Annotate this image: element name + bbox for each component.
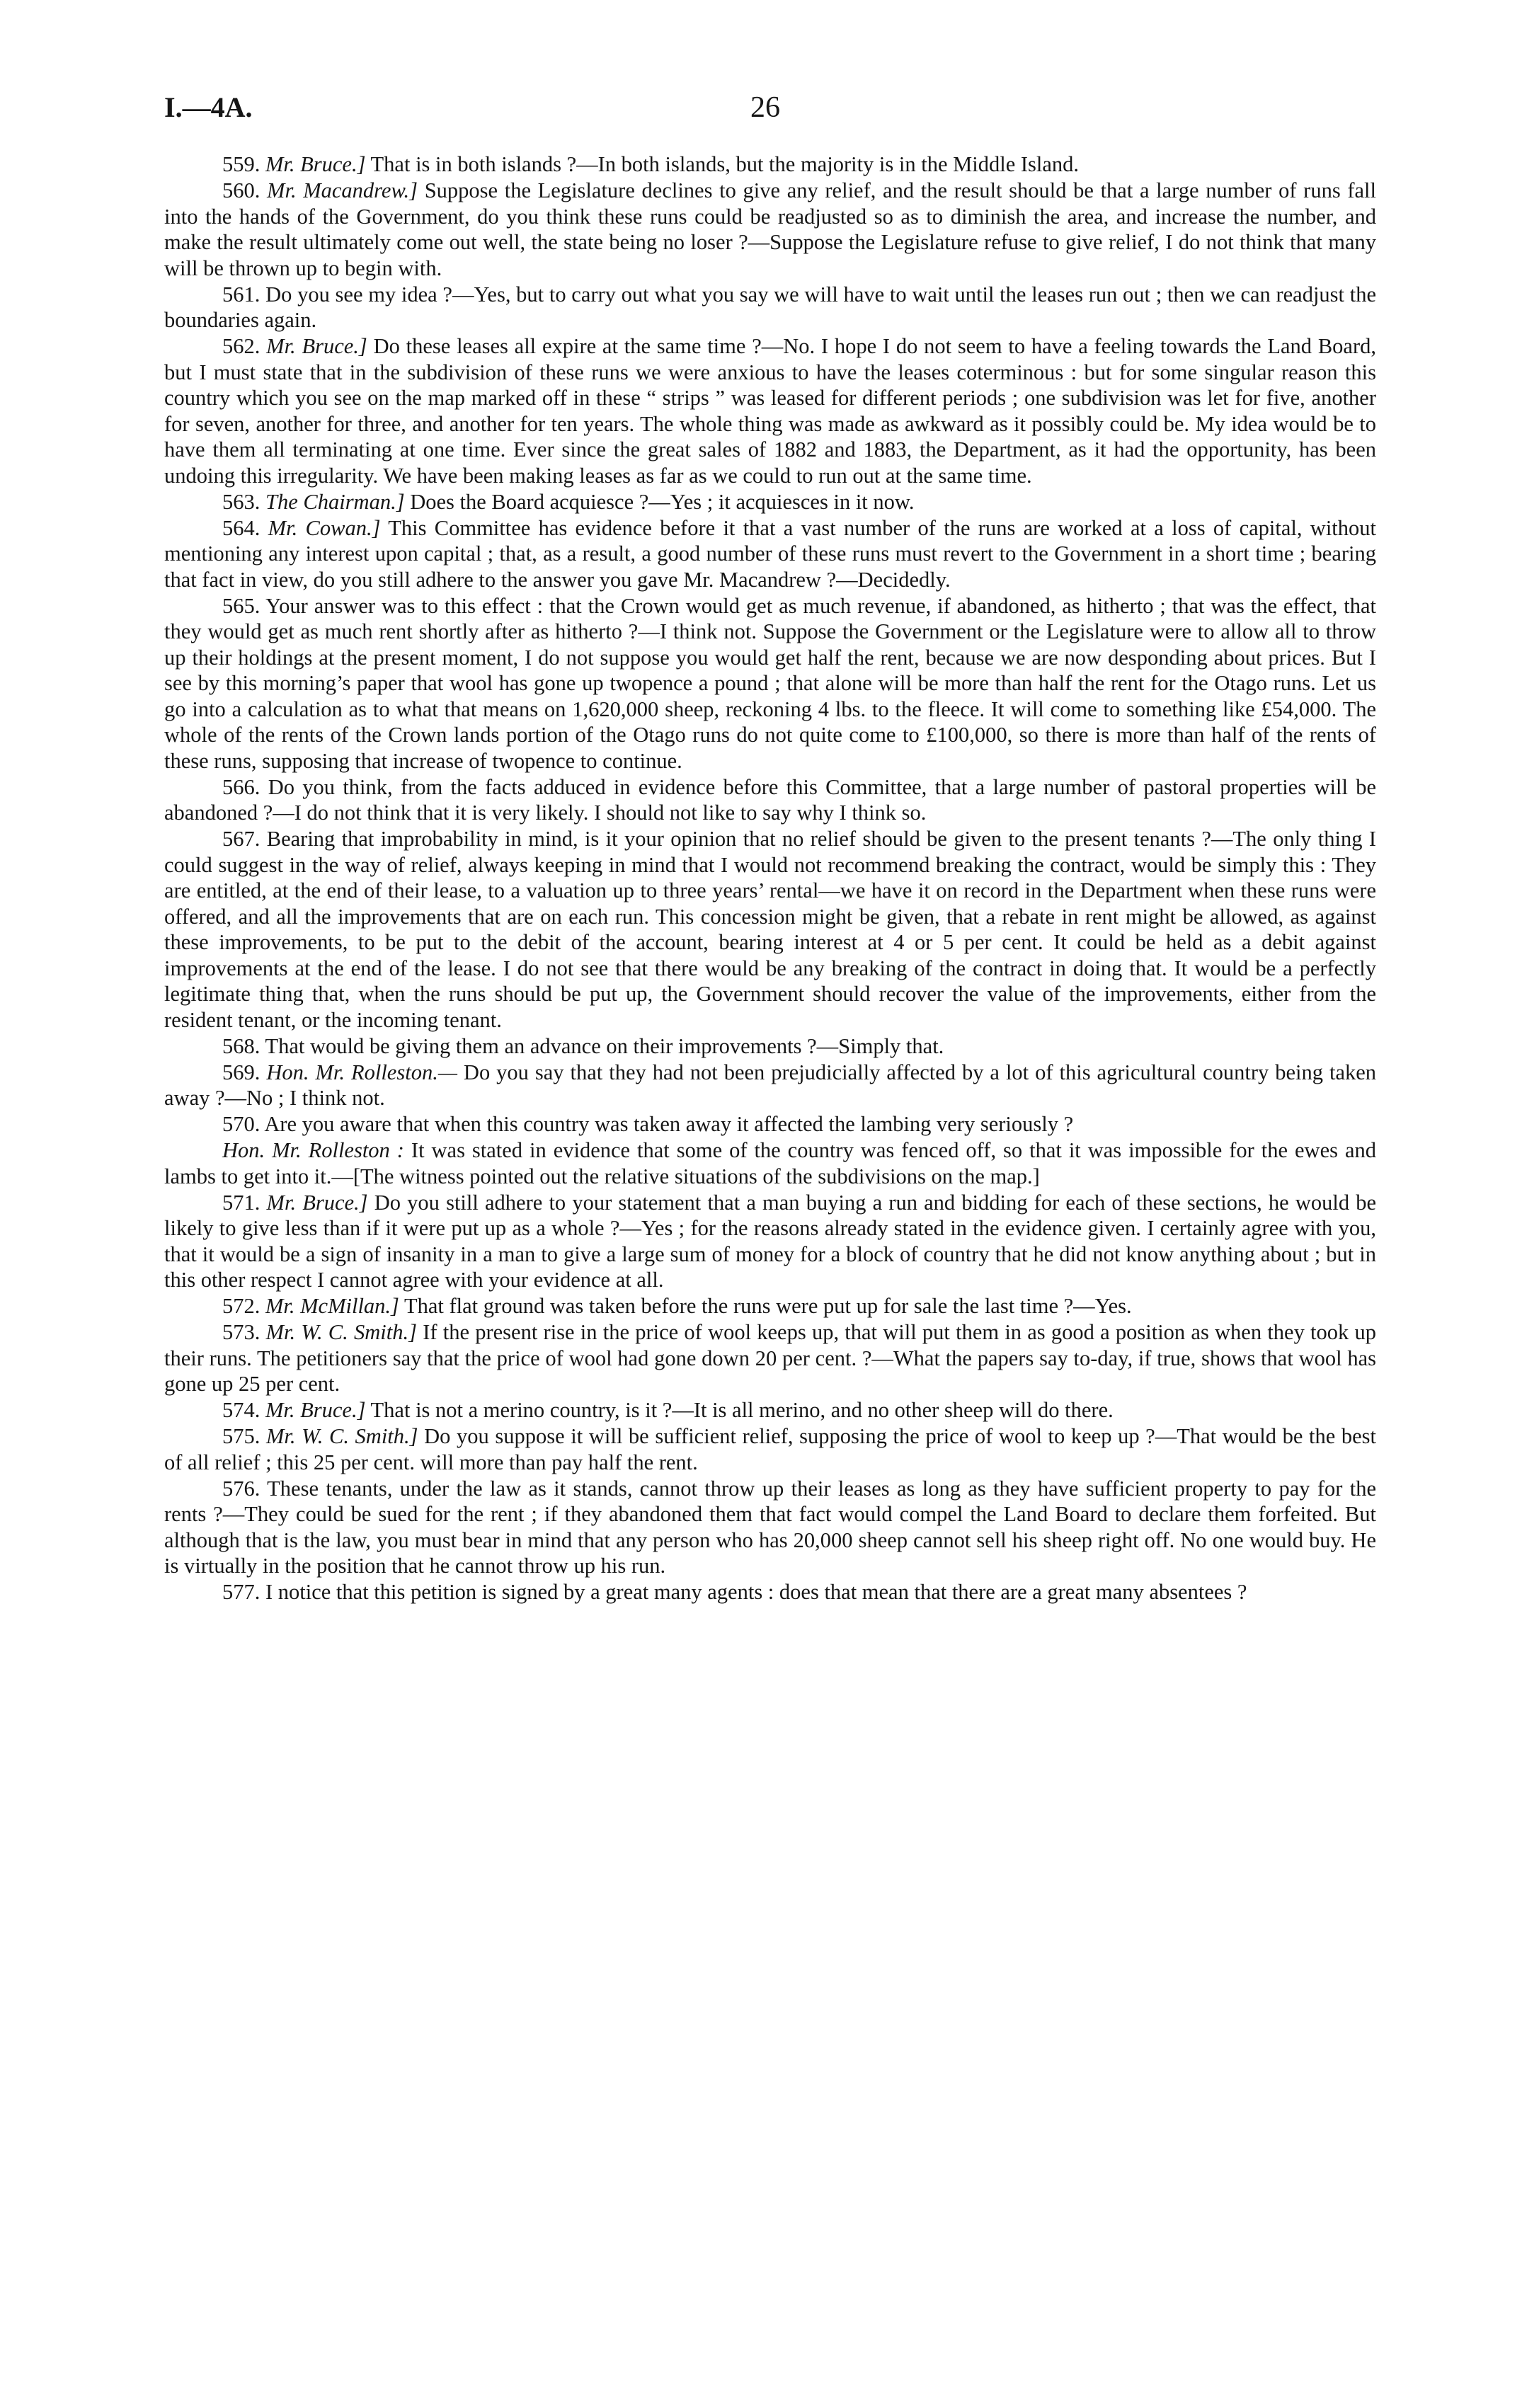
question-number: 576. [222,1476,261,1501]
question-number: 565. [222,593,261,618]
question-number: 564. [222,515,261,540]
evidence-paragraph [164,1293,1376,1319]
evidence-paragraph [164,151,1376,178]
evidence-paragraph [164,1190,1376,1293]
speaker-name: Mr. W. C. Smith.] [266,1424,418,1448]
paragraph-text: Do you still adhere to your statement that a man buying a run and bidding for each of these sections, he would be likely to give less than if it were put up as a whole ?—Yes ; for the reasons already stated in the evidence given. I certainly agree with you, that it would be a sign of insanity in a man to give a large sum of money for a block of country that he did not know anything about ; but in this other respect I cannot agree with your evidence at all. [164,1190,1377,1292]
paragraph-text: I notice that this petition is signed by a great many agents : does that mean that there are a great many absentees ? [265,1580,1247,1604]
evidence-paragraph [164,1397,1376,1423]
evidence-paragraph [164,1579,1376,1605]
question-number: 575. [222,1424,261,1448]
evidence-paragraph [164,1033,1376,1060]
question-number: 559. [222,152,261,176]
evidence-paragraph [164,282,1376,333]
question-number: 561. [222,282,261,306]
question-number: 574. [222,1398,261,1422]
question-number: 569. [222,1060,261,1084]
evidence-paragraph [164,1319,1376,1397]
speaker-name: Mr. Bruce.] [266,334,367,358]
speaker-name: Mr. Bruce.] [265,1398,366,1422]
evidence-paragraph [164,1060,1376,1111]
question-number: 566. [222,774,261,799]
speaker-name: Hon. Mr. Rolleston.— [266,1060,457,1084]
question-number: 572. [222,1294,261,1318]
paragraph-text: Do you say that they had not been prejudicially affected by a lot of this agricultural country being taken away ?—No ; I think not. [164,1060,1377,1110]
paragraph-text: Do you think, from the facts adduced in evidence before this Committee, that a large number of pastoral properties will be abandoned ?—I do not think that it is very likely. I should not like to say why I think so. [164,774,1377,825]
document-reference: I.—4A. [164,91,253,123]
question-number: 577. [222,1580,261,1604]
evidence-paragraph [164,515,1376,593]
page-number: 26 [750,91,780,124]
question-number: 570. [222,1112,261,1136]
paragraph-text: Bearing that improbability in mind, is it your opinion that no relief should be given to the present tenants ?—The only thing I could suggest in the way of relief, always keeping in mind that I would not recommend breaking the contract, would be simply this : They are entitled, at the end of their lease, to a valuation up to three years’ rental—we have it on record in the Department when these runs were offered, and all the improvements that are on each run. This concession might be given, that a rebate in rent might be allowed, as against these improvements, to be put to the debit of the account, bearing interest at 4 or 5 per cent. It could be held as a debit against improvements at the end of the lease. I do not see that there would be any breaking of the contract in doing that. It would be a perfectly legitimate thing that, when the runs should be put up, the Government should recover the value of the improvements, either from the resident tenant, or the incoming tenant. [164,827,1377,1032]
evidence-paragraph [164,1476,1376,1579]
speaker-name: Mr. Bruce.] [266,1190,368,1215]
evidence-paragraph [164,774,1376,826]
speaker-name: Hon. Mr. Rolleston : [222,1138,404,1162]
paragraph-text: That flat ground was taken before the runs were put up for sale the last time ?—Yes. [404,1294,1132,1318]
evidence-paragraph [164,178,1376,281]
paragraph-text: Do you see my idea ?—Yes, but to carry out what you say we will have to wait until the leases run out ; then we can readjust the boundaries again. [164,282,1376,332]
question-number: 571. [222,1190,261,1215]
evidence-paragraph [164,826,1376,1033]
paragraph-text: Suppose the Legislature declines to give any relief, and the result should be that a large number of runs fall into the hands of the Government, do you think these runs could be readjusted so as to diminish the area, and increase the number, and make the result ultimately come out well, the state being no loser ?—Suppose the Legislature refuse to give relief, I do not think that many will be thrown up to begin with. [164,178,1376,280]
paragraph-text: That is in both islands ?—In both islands, but the majority is in the Middle Island. [370,152,1080,176]
question-number: 560. [222,178,261,202]
speaker-name: Mr. W. C. Smith.] [265,1320,417,1344]
paragraph-text: These tenants, under the law as it stands, cannot throw up their leases as long as they have sufficient property to pay for the rents ?—They could be sued for the rent ; if they abandoned them that fact would compel the Land Board to declare them forfeited. But although that is the law, you must bear in mind that any person who has 20,000 sheep cannot sell his sheep right off. No one would buy. He is virtually in the position that he cannot throw up his run. [164,1476,1377,1578]
evidence-paragraph [164,593,1376,774]
question-number: 567. [222,827,261,851]
evidence-paragraph [164,1111,1376,1137]
speaker-name: The Chairman.] [265,489,405,514]
speaker-name: Mr. Cowan.] [268,515,381,540]
evidence-paragraph [164,1423,1376,1475]
paragraph-text: Do these leases all expire at the same time ?—No. I hope I do not seem to have a feeling towards the Land Board, but I must state that in the subdivision of these runs we were anxious to have the leases coterminous : but for some singular reason this country which you see on the map marked off in these “ strips ” was leased for different periods ; one subdivision was let for five, another for seven, another for three, and another for ten years. The whole thing was made as awkward as it possibly could be. My idea would be to have them all terminating at one time. Ever since the great sales of 1882 and 1883, the Department, as it had the opportunity, has been undoing this irregularity. We have been making leases as far as we could to run out at the same time. [164,334,1376,488]
evidence-text [164,151,1376,1605]
paragraph-text: That would be giving them an advance on their improvements ?—Simply that. [265,1033,944,1058]
question-number: 562. [222,334,261,358]
paragraph-text: That is not a merino country, is it ?—It is all merino, and no other sheep will do there. [370,1398,1114,1422]
paragraph-text: Are you aware that when this country was taken away it affected the lambing very seriously ? [264,1112,1074,1136]
paragraph-text: Does the Board acquiesce ?—Yes ; it acquiesces in it now. [410,489,915,514]
speaker-name: Mr. Bruce.] [265,152,366,176]
paragraph-text: If the present rise in the price of wool keeps up, that will put them in as good a position as when they took up their runs. The petitioners say that the price of wool had gone down 20 per cent. ?—What the papers say to-day, if true, shows that wool has gone up 25 per cent. [164,1320,1377,1396]
paragraph-text: It was stated in evidence that some of the country was fenced off, so that it was impossible for the ewes and lambs to get into it.—[The witness pointed out the relative situations of the subdivisions on the map.] [164,1138,1376,1188]
question-number: 568. [222,1033,261,1058]
question-number: 563. [222,489,261,514]
evidence-paragraph [164,489,1376,515]
speaker-name: Mr. Macandrew.] [267,178,418,202]
paragraph-text: This Committee has evidence before it that a vast number of the runs are worked at a loss of capital, without mentioning any interest upon capital ; that, as a result, a good number of these runs must revert to the Government in a short time ; bearing that fact in view, do you still adhere to the answer you gave Mr. Macandrew ?—Decidedly. [164,515,1377,592]
speaker-name: Mr. McMillan.] [265,1294,399,1318]
question-number: 573. [222,1320,261,1344]
paragraph-text: Do you suppose it will be sufficient relief, supposing the price of wool to keep up ?—That would be the best of all relief ; this 25 per cent. will more than pay half the rent. [164,1424,1376,1474]
evidence-paragraph [164,333,1376,488]
paragraph-text: Your answer was to this effect : that the Crown would get as much revenue, if abandoned, as hitherto ; that was the effect, that they would get as much rent shortly after as hitherto ?—I think not. Suppose the Government or the Legislature were to allow all to throw up their holdings at the present moment, I do not suppose you would get half the rent, because we are now desponding about prices. But I see by this morning’s paper that wool has gone up twopence a pound ; that alone will be more than half the rent for the Otago runs. Let us go into a calculation as to what that means on 1,620,000 sheep, reckoning 4 lbs. to the fleece. It will come to something like £54,000. The whole of the rents of the Crown lands portion of the Otago runs do not quite come to £100,000, so there is more than half of the rents of these runs, supposing that increase of twopence to continue. [164,593,1376,773]
evidence-paragraph [164,1137,1376,1189]
